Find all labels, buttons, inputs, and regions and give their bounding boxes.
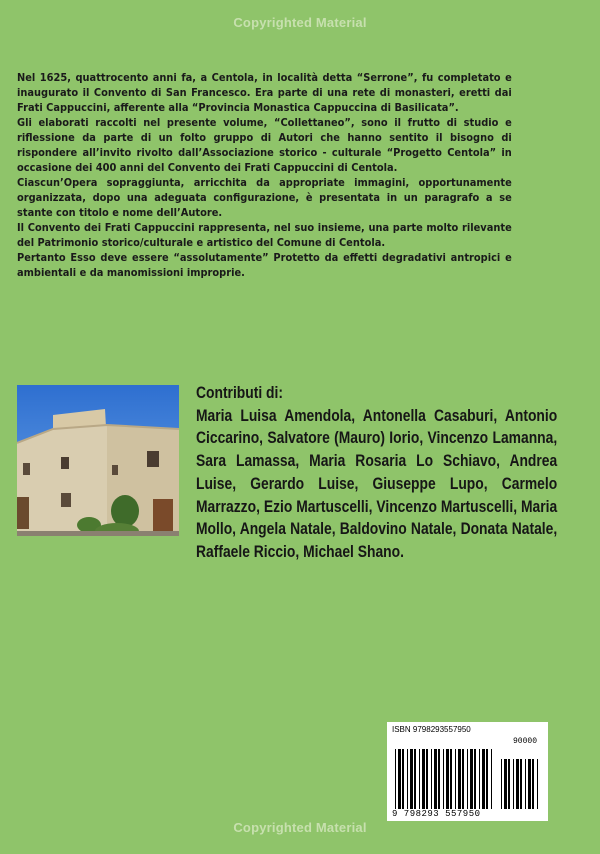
- intro-paragraph: Il Convento dei Frati Cappuccini rappresenta, nel suo insieme, una parte molto rilevante del Patrimonio storico/culturale e artistico del Comune di Centola.: [17, 222, 512, 249]
- intro-paragraph: Gli elaborati raccolti nel presente volume, “Collettaneo”, sono il frutto di studio e riflessione da parte di un folto gruppo di Autori che hanno sentito il bisogno di rispondere all’invito rivolto dall’Associazione storico - culturale “Progetto Centola” in occasione dei 400 anni del Convento dei Frati Cappuccini di Centola.: [17, 117, 512, 174]
- isbn-label: ISBN 9798293557950: [392, 725, 471, 734]
- barcode-bar: [528, 759, 531, 809]
- copyright-watermark-bottom: Copyrighted Material: [233, 820, 367, 835]
- barcode-bar: [426, 749, 428, 809]
- barcode-bar: [504, 759, 507, 809]
- barcode-bar: [407, 749, 408, 809]
- convent-photo: [17, 385, 179, 536]
- barcode-bar: [462, 749, 464, 809]
- barcode-bar: [419, 749, 420, 809]
- barcode-bar: [458, 749, 461, 809]
- intro-paragraph: Ciascun’Opera sopraggiunta, arricchita da appropriate immagini, opportunamente organizzata, dopo una adeguata configurazione, è presentata in un paragrafo a se stante con titolo e nome dell’Autore.: [17, 177, 512, 219]
- barcode-bar: [422, 749, 425, 809]
- barcode-bar: [402, 749, 404, 809]
- price-code: 90000: [513, 737, 538, 746]
- barcode-bar: [482, 749, 485, 809]
- barcode-bar: [532, 759, 534, 809]
- barcode-bar: [455, 749, 456, 809]
- contributors-section: [196, 382, 558, 564]
- back-cover-description: [17, 71, 512, 281]
- barcode-bar: [520, 759, 522, 809]
- barcode-bar: [395, 749, 396, 809]
- barcode-bar: [443, 749, 444, 809]
- barcode-bar: [450, 749, 452, 809]
- barcode-bar: [474, 749, 476, 809]
- barcode-bar: [431, 749, 432, 809]
- barcode-bar: [438, 749, 440, 809]
- barcode-bar: [470, 749, 473, 809]
- barcode-number: 9 798293 557950: [392, 809, 547, 819]
- barcode-bar: [414, 749, 416, 809]
- barcode-bar: [501, 759, 502, 809]
- barcode-bar: [410, 749, 413, 809]
- barcode-bar: [486, 749, 488, 809]
- contributors-list: Maria Luisa Amendola, Antonella Casaburi, Antonio Ciccarino, Salvatore (Mauro) Iorio, Vincenzo Lamanna, Sara Lamassa, Maria Rosaria Lo Schiavo, Andrea Luise, Gerardo Luise, Giuseppe Lupo, Carmelo Marrazzo, Ezio Martuscelli, Vincenzo Martuscelli, Maria Mollo, Angela Natale, Baldovino Natale, Donata Natale, Raffaele Riccio, Michael Shano.: [196, 406, 558, 561]
- isbn-barcode: [387, 722, 548, 821]
- barcode-bar: [508, 759, 510, 809]
- barcode-bar: [537, 759, 538, 809]
- intro-paragraph: Nel 1625, quattrocento anni fa, a Centola, in località detta “Serrone”, fu completato e inaugurato il Convento di San Francesco. Era parte di una rete di monasteri, eretti dai Frati Cappuccini, afferente alla “Provincia Monastica Cappuccina di Basilicata”.: [17, 72, 512, 114]
- barcode-bar: [467, 749, 468, 809]
- barcode-bar: [525, 759, 526, 809]
- barcode-bar: [516, 759, 519, 809]
- copyright-watermark-top: Copyrighted Material: [233, 15, 367, 30]
- barcode-bar: [479, 749, 480, 809]
- barcode-bar: [398, 749, 401, 809]
- barcode-bar: [434, 749, 437, 809]
- barcode-bar: [513, 759, 514, 809]
- barcode-bar: [446, 749, 449, 809]
- barcode-bar: [491, 749, 492, 809]
- contributors-heading: Contributi di:: [196, 384, 283, 402]
- intro-paragraph: Pertanto Esso deve essere “assolutamente” Protetto da effetti degradativi antropici e ambientali e da manomissioni improprie.: [17, 252, 512, 279]
- barcode-bars: [393, 735, 543, 813]
- convent-building-illustration: [17, 385, 179, 536]
